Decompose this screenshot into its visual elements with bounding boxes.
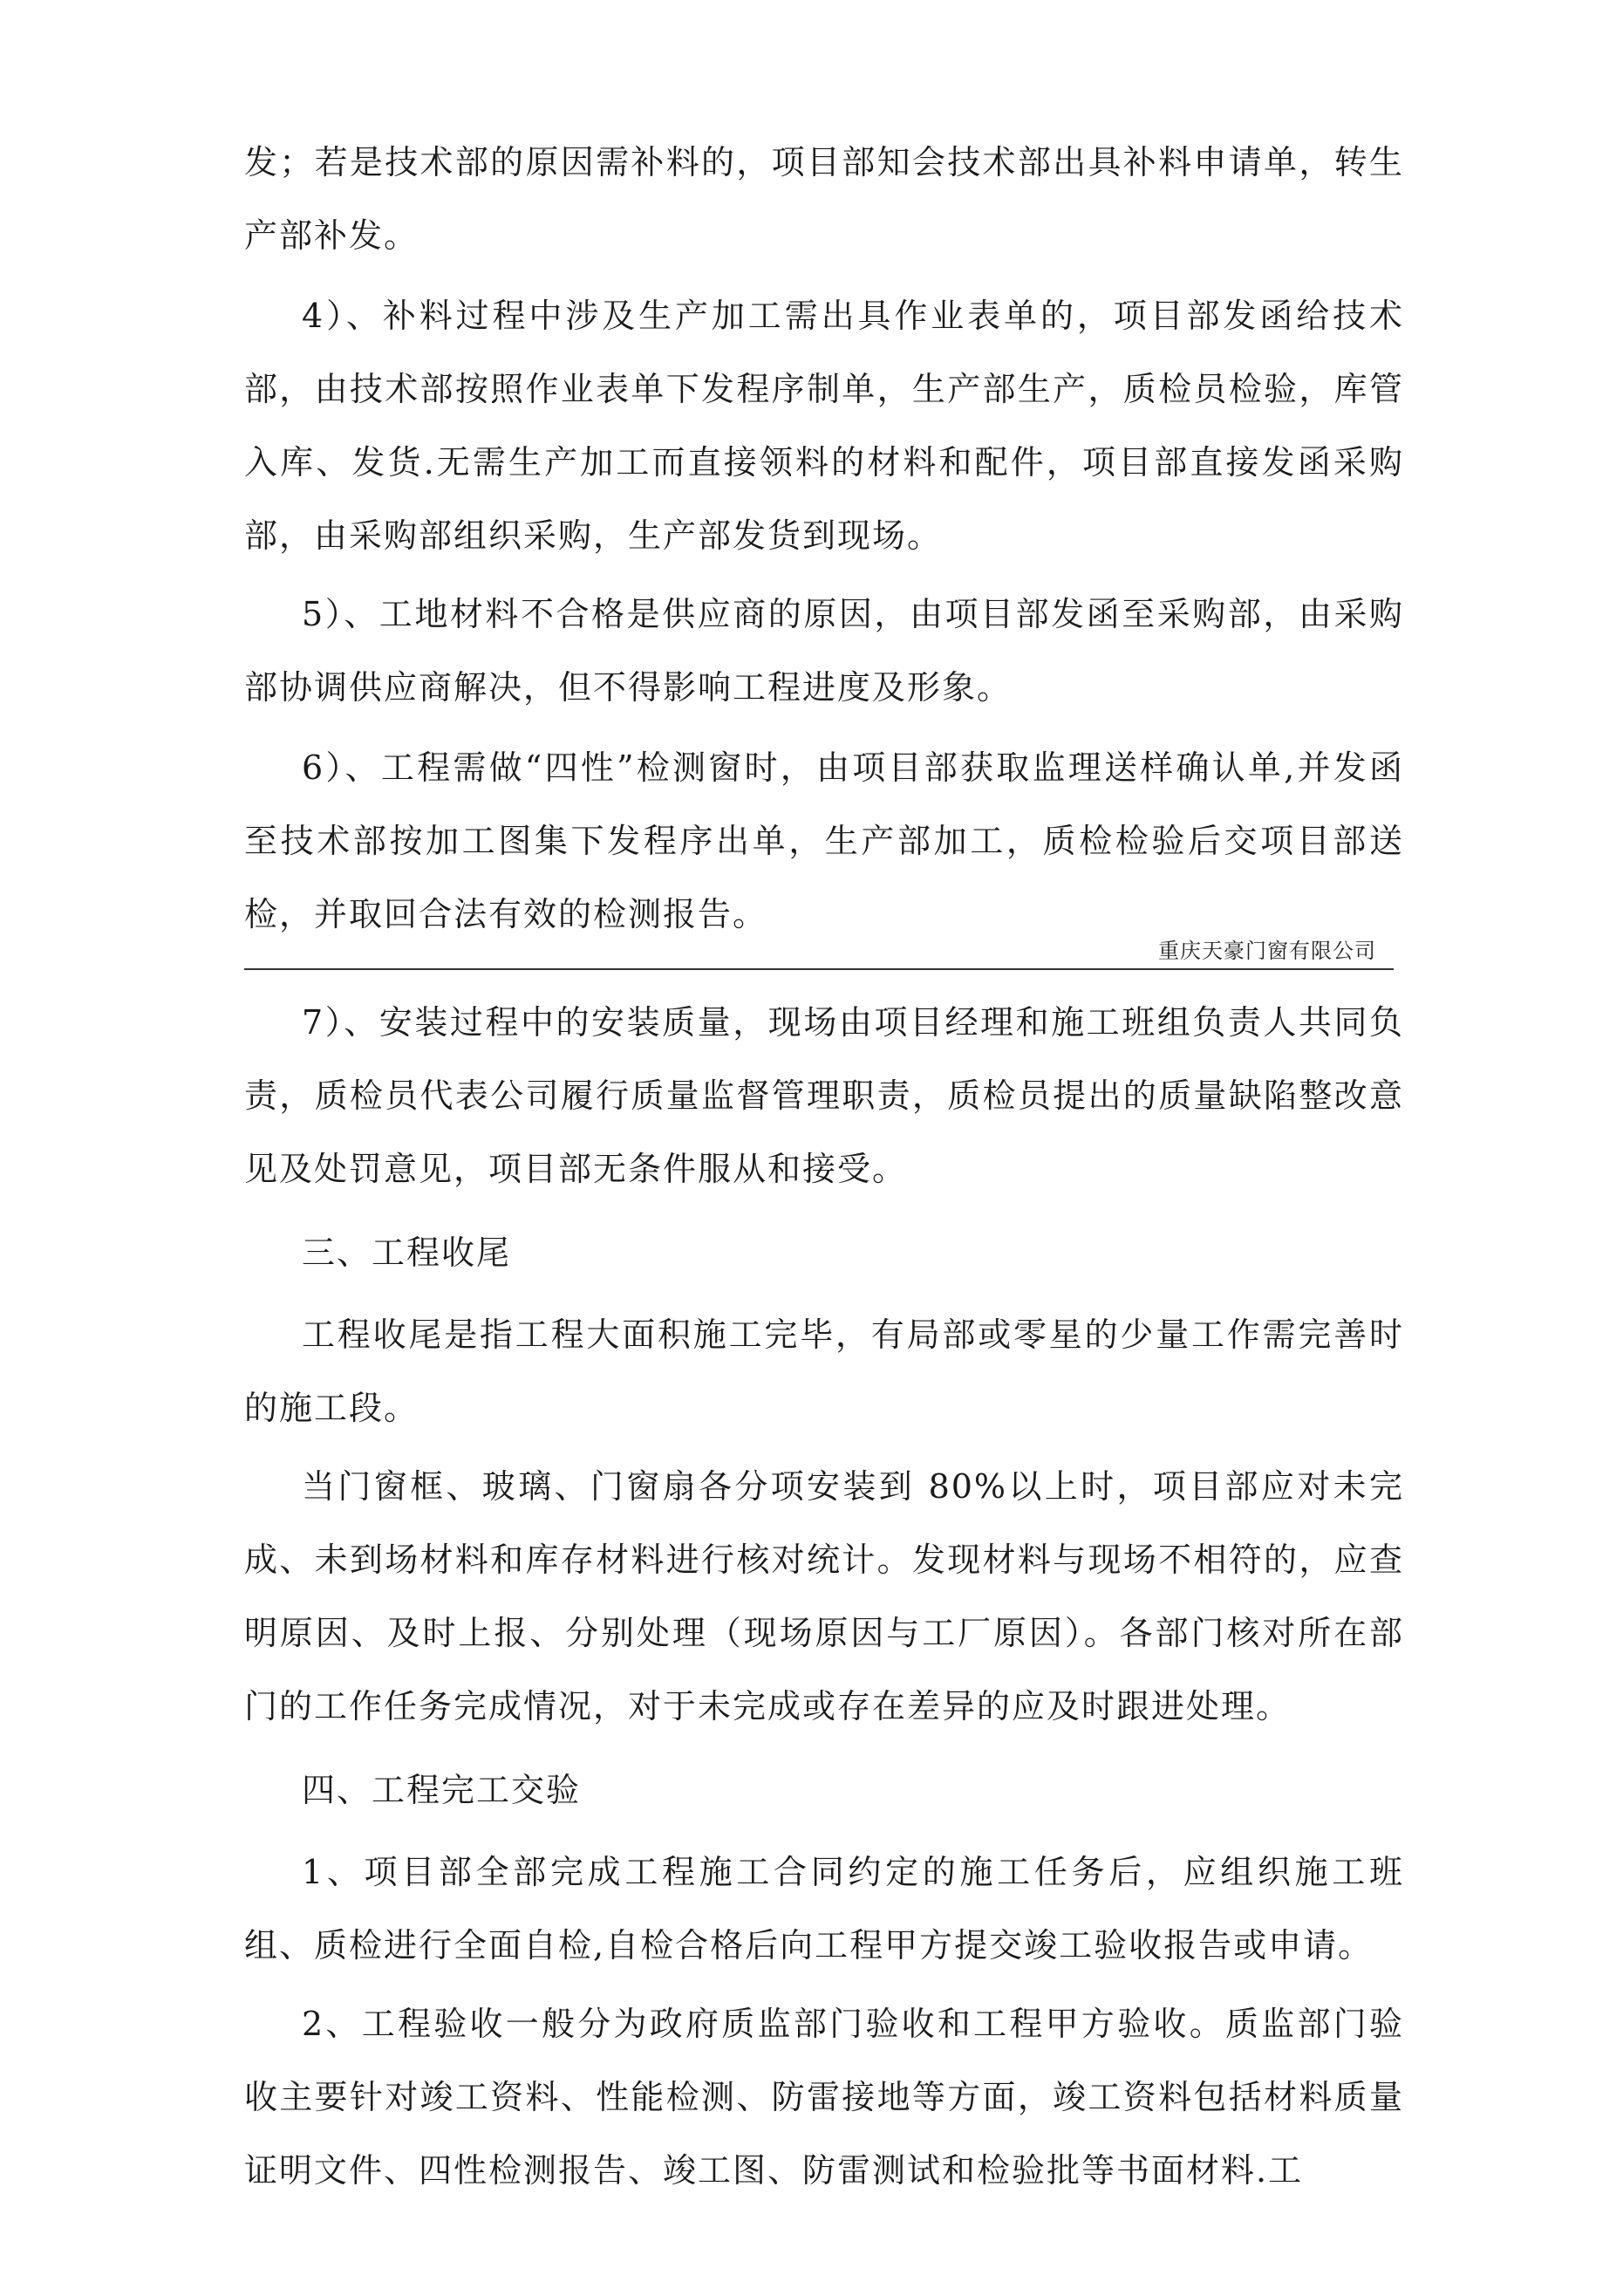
section-heading-closing: 三、工程收尾: [302, 1233, 512, 1272]
paragraph-acceptance-1: 1、项目部全部完成工程施工合同约定的施工任务后，应组织施工班组、质检进行全面自检,自检合格后向工程甲方提交竣工验收报告或申请。: [244, 1853, 1404, 1965]
paragraph-item-5: 5）、工地材料不合格是供应商的原因，由项目部发函至采购部，由采购部协调供应商解决，但不得影响工程进度及形象。: [244, 595, 1404, 707]
paragraph-closing-detail: 当门窗框、玻璃、门窗扇各分项安装到 80%以上时，项目部应对未完成、未到场材料和库存材料进行核对统计。发现材料与现场不相符的，应查明原因、及时上报、分别处理（现场原因与工厂原因）。各部门核对所在部门的工作任务完成情况，对于未完成或存在差异的应及时跟进处理。: [244, 1467, 1404, 1725]
paragraph-item-6: 6）、工程需做“四性”检测窗时，由项目部获取监理送样确认单,并发函至技术部按加工图集下发程序出单，生产部加工，质检检验后交项目部送检，并取回合法有效的检测报告。: [244, 748, 1404, 933]
company-name: 重庆天豪门窗有限公司: [1158, 939, 1376, 963]
section-heading-acceptance: 四、工程完工交验: [302, 1771, 582, 1809]
page-header: [244, 932, 1394, 967]
paragraph-acceptance-2: 2、工程验收一般分为政府质监部门验收和工程甲方验收。质监部门验收主要针对竣工资料、性能检测、防雷接地等方面，竣工资料包括材料质量证明文件、四性检测报告、竣工图、防雷测试和检验批等书面材料.工: [244, 2005, 1404, 2190]
paragraph-item-4: 4）、补料过程中涉及生产加工需出具作业表单的，项目部发函给技术部，由技术部按照作业表单下发程序制单，生产部生产，质检员检验，库管入库、发货.无需生产加工而直接领料的材料和配件，项目部直接发函采购部，由采购部组织采购，生产部发货到现场。: [244, 297, 1404, 555]
paragraph-closing-definition: 工程收尾是指工程大面积施工完毕，有局部或零星的少量工作需完善时的施工段。: [244, 1315, 1404, 1427]
paragraph-item-7: 7）、安装过程中的安装质量，现场由项目经理和施工班组负责人共同负责，质检员代表公司履行质量监督管理职责，质检员提出的质量缺陷整改意见及处罚意见，项目部无条件服从和接受。: [244, 1003, 1404, 1188]
header-divider: [244, 968, 1394, 970]
paragraph-continuation: 发；若是技术部的原因需补料的，项目部知会技术部出具补料申请单，转生产部补发。: [244, 143, 1404, 255]
